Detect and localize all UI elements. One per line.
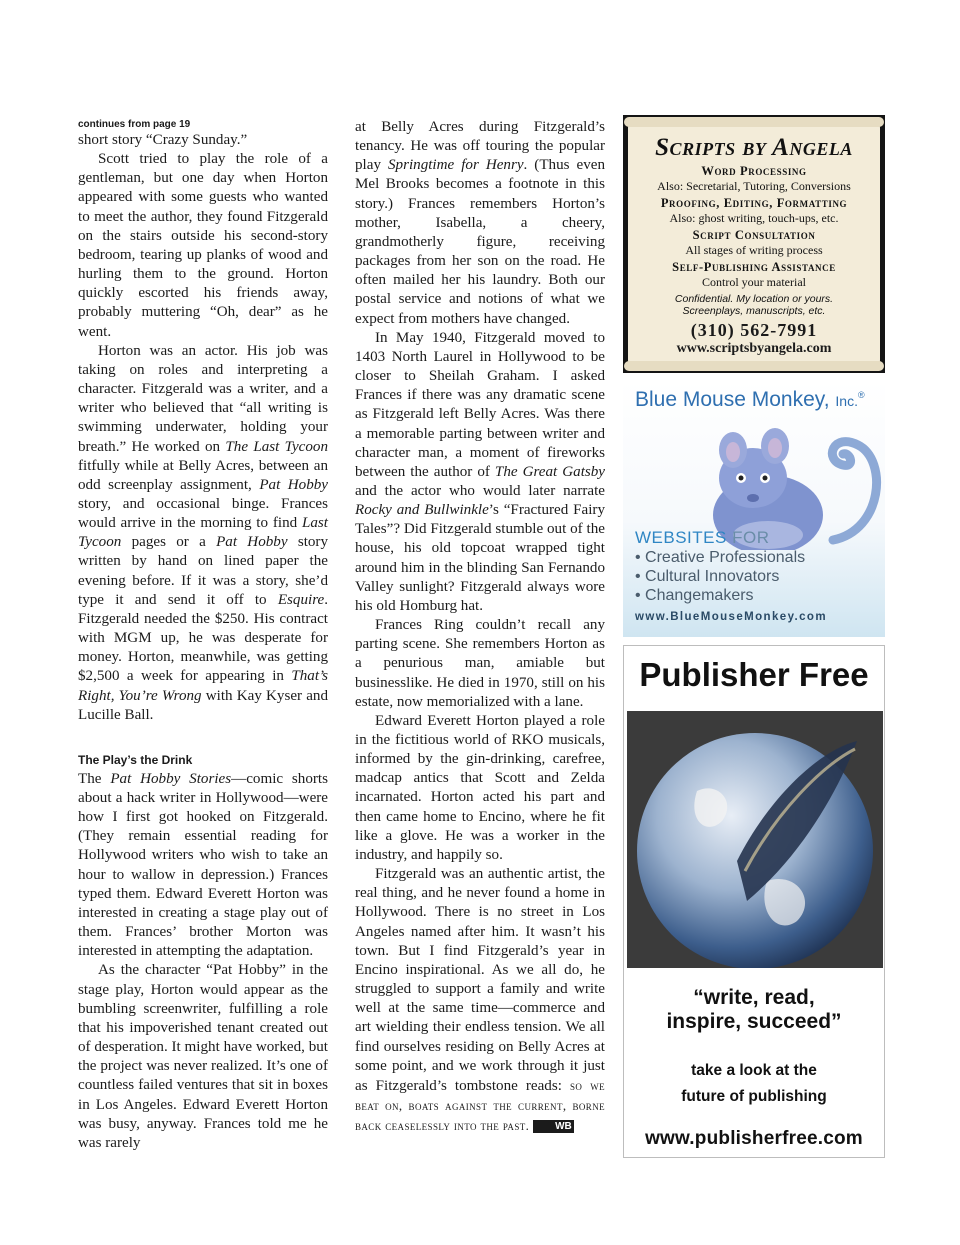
ad-scripts-by-angela[interactable] bbox=[623, 115, 885, 373]
ad-title: Blue Mouse Monkey, Inc.® bbox=[635, 388, 865, 411]
article-paragraph: In May 1940, Fitzgerald moved to 1403 North Laurel in Hollywood to be closer to Sheilah Graham. I asked Frances if there was any dramatic scene as Fitzgerald left Belly Acres. Was there a memorable parting between writer and character man, a moment of fireworks between the author of The Great Gatsby and the actor who would later narrate Rocky and Bullwinkle’s “Fractured Fairy Tales”? Did Fitzgerald stumble out of the house, his old topcoat wrapped tight around him in the blinding San Fernando Valley sunlight? Fitzgerald always wore his old Homburg hat. bbox=[355, 329, 606, 614]
list-item: • Changemakers bbox=[635, 587, 754, 604]
ad-service-detail: Control your material bbox=[702, 275, 806, 289]
article-paragraph: Horton was an actor. His job was taking on roles and interpreting a character. Fitzgerald was a writer, and a writer who believed that “all writing is swimming underwater, holding your breath.” He worked on The Last Tycoon fitfully while at Belly Acres, between an odd screenplay assignment, Pat Hobby story, and occasional binge. Frances would arrive in the morning to find Last Tycoon pages or a Pat Hobby story written by hand on lined paper the evening before. If it was a story, she’d type it and send it off to Esquire. Fitzgerald needed the $250. His contract with MGM up, he was desperate for money. Horton, meanwhile, was getting $2,500 a week for appearing in That’s Right, You’re Wrong with Kay Kyser and Lucille Ball. bbox=[78, 342, 329, 723]
tombstone-quote: so we beat on, boats against the current, borne back ceaselessly into the past. bbox=[355, 1077, 605, 1134]
ad-service-detail: Also: ghost writing, touch-ups, etc. bbox=[669, 211, 839, 225]
ad-service-detail: All stages of writing process bbox=[685, 243, 823, 257]
article-paragraph: As the character “Pat Hobby” in the stage play, Horton would appear as the bumbling screenwriter, fulfilling a role that his impoverished tenant created out of desperation. It might have worked, but the project was never realized. It’s one of countless failed ventures that sit in boxes in Los Angeles. Edward Everett Horton was busy, anyway. Frances told me he was rarely bbox=[78, 962, 328, 1151]
ad-service: Self-Publishing Assistance bbox=[672, 260, 836, 274]
article-paragraph: Frances Ring couldn’t recall any parting scene. She remembers Horton as a penurious man, amiable but businesslike. He died in 1970, still on his estate, now memorialized with a lane. bbox=[355, 617, 605, 710]
section-subhead: The Play’s the Drink bbox=[78, 752, 193, 767]
ad-url[interactable]: www.scriptsbyangela.com bbox=[676, 341, 832, 356]
article-paragraph: The Pat Hobby Stories—comic shorts about a hack writer in Hollywood—were how I first got hooked on Fitzgerald. (They remain essential reading for Hollywood writers who wish to take an hour to wallow in depression.) Frances typed them. Edward Everett Horton was interested in creating a stage play out of them. Frances’ brother Morton was interested in attempting the adaptation. bbox=[78, 770, 328, 960]
ad-tagline: “write, read, inspire, succeed” bbox=[666, 986, 842, 1033]
end-mark-icon: WB bbox=[533, 1120, 574, 1133]
article-paragraph: Fitzgerald was an authentic artist, the real thing, and he never found a home in Hollywood. There is no street in Los Angeles named after him. It wasn’t his town. But I find Fitzgerald’s year in Encino inspirational. As we all do, he struggled to support a family and write well at the same time—commerce and art wielding their endless tension. We all find ourselves residing on Belly Acres at some point, and we work through it just as Fitzgerald’s tombstone reads: so we beat on, boats against the current, borne back ceaselessly into the past. WB bbox=[355, 866, 605, 1134]
ad-phone: (310) 562-7991 bbox=[690, 320, 818, 340]
ad-service: Proofing, Editing, Formatting bbox=[660, 196, 848, 210]
list-item: • Cultural Innovators bbox=[635, 568, 780, 585]
article-paragraph: Edward Everett Horton played a role in the fictitious world of RKO musicals, informed by the gin-drinking, carefree, madcap antics that Scott and Zelda incarnated. Horton acted his part and then came home to Encino, where he fit like a glove. He was a worker in the industry, and happily so. bbox=[355, 712, 605, 863]
ad-url[interactable]: www.BlueMouseMonkey.com bbox=[635, 611, 827, 623]
ad-list bbox=[635, 548, 805, 605]
article-paragraph: Scott tried to play the role of a gentleman, but one day when Horton appeared with some guests who wanted to meet the author, they found Fitzgerald on the stairs outside his second-story bedroom, tearing up planks of wood and hurling them to the ground. Horton quickly escorted his friends away, probably muttering “Oh, dear” as he went. bbox=[78, 151, 328, 340]
article-paragraph: at Belly Acres during Fitzgerald’s tenancy. He was off touring the popular play Springtime for Henry. (Thus even Mel Brooks becomes a footnote in this story.) Frances remembers Horton’s mother, Isabella, a cheery, grandmotherly figure, receiving packages from her son on the road. He often mailed her his laundry. Both our postal service and notions of what we expect from mothers have changed. bbox=[355, 119, 606, 327]
list-item: • Creative Professionals bbox=[635, 549, 806, 566]
article-column-2 bbox=[355, 118, 605, 1136]
ad-subtext: take a look at the future of publishing bbox=[681, 1062, 827, 1105]
article-column-1 bbox=[78, 118, 328, 1153]
ad-service: Word Processing bbox=[701, 164, 807, 178]
continued-from-note: continues from page 19 bbox=[78, 119, 191, 130]
ad-title: Publisher Free bbox=[639, 656, 869, 693]
websites-for-heading: WEBSITES FOR bbox=[635, 528, 770, 547]
ad-blue-mouse-monkey[interactable] bbox=[623, 380, 885, 637]
ad-service: Script Consultation bbox=[692, 228, 816, 242]
ad-note: Confidential. My location or yours. bbox=[674, 293, 834, 305]
article-paragraph: short story “Crazy Sunday.” bbox=[78, 132, 248, 148]
ad-note: Screenplays, manuscripts, etc. bbox=[682, 305, 826, 317]
ad-service-detail: Also: Secretarial, Tutoring, Conversions bbox=[657, 179, 851, 193]
scroll-background bbox=[628, 120, 880, 368]
ad-url[interactable]: www.publisherfree.com bbox=[645, 1128, 863, 1149]
earth-book-image bbox=[627, 711, 883, 968]
ad-title: Scripts by Angela bbox=[655, 134, 853, 161]
globe-illustration bbox=[627, 711, 883, 968]
ad-publisher-free[interactable] bbox=[623, 645, 885, 1158]
